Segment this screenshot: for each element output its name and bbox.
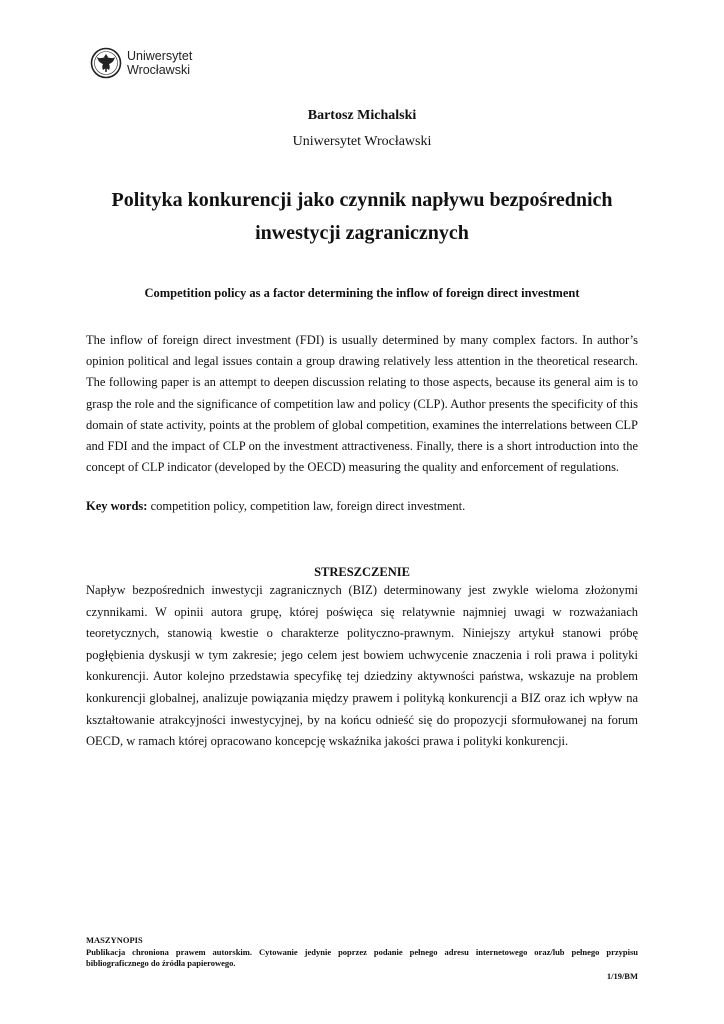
abstract-english: The inflow of foreign direct investment (FDI) is usually determined by many complex factors. In author’s opinion political and legal issues contain a group drawing relatively less attention in the theoretical research. The following paper is an attempt to deepen discussion relating to those aspects, because its general aim is to grasp the role and the significance of competition law and policy (CLP). Author presents the specificity of this domain of state activity, points at the problem of global competition, examines the interrelations between CLP and FDI and the impact of CLP on the investment attractiveness. Finally, there is a short introduction into the concept of CLP indicator (developed by the OECD) measuring the quality and enforcement of regulations. — [86, 333, 638, 475]
english-title: Competition policy as a factor determining the inflow of foreign direct investment — [144, 286, 580, 300]
author-name: Bartosz Michalski — [307, 108, 417, 123]
footer — [86, 935, 638, 982]
university-eagle-emblem-icon — [90, 44, 122, 82]
keywords-text: competition policy, competition law, foreign direct investment. — [147, 499, 466, 513]
logo-line-1: Uniwersytet — [127, 49, 193, 63]
streszczenie-text: Napływ bezpośrednich inwestycji zagranicznych (BIZ) determinowany jest zwykle wieloma złożonymi czynnikami. W opinii autora grupę, której poświęca się relatywnie najmniej uwagi w rozważaniach teoretycznych, stanowią kwestie o charakterze polityczno-prawnym. Niniejszy artykuł stanowi próbę pogłębienia dyskusji w tym zakresie; jego celem jest bowiem uchwycenie znaczenia i roli prawa i polityki konkurencji. Autor kolejno przedstawia specyfikę tej dziedziny aktywności państwa, wskazuje na problem konkurencji globalnej, analizuje powiązania między prawem i polityką konkurencji a BIZ oraz ich wpływ na kształtowanie atrakcyjności inwestycyjnej, by na końcu odnieść się do propozycji sformułowanej na forum OECD, w ramach której opracowano koncepcję wskaźnika jakości prawa i polityki konkurencji. — [86, 583, 638, 749]
footer-copyright-note: Publikacja chroniona prawem autorskim. Cytowanie jedynie poprzez podanie pełnego adresu internetowego oraz/lub pełnego przypisu bibliograficznego do źródła papierowego. — [86, 946, 638, 968]
streszczenie-heading: STRESZCZENIE — [314, 565, 410, 579]
paper-title: Polityka konkurencji jako czynnik napływu bezpośrednich inwestycji zagranicznych — [111, 189, 613, 244]
logo-line-2: Wrocławski — [127, 63, 190, 77]
keywords-label: Key words: — [86, 499, 148, 513]
keywords — [86, 499, 638, 514]
page-number: 1/19/BM — [606, 970, 638, 981]
university-logo — [90, 44, 192, 82]
author-affiliation: Uniwersytet Wrocławski — [292, 134, 432, 149]
footer-label: MASZYNOPIS — [86, 935, 143, 945]
